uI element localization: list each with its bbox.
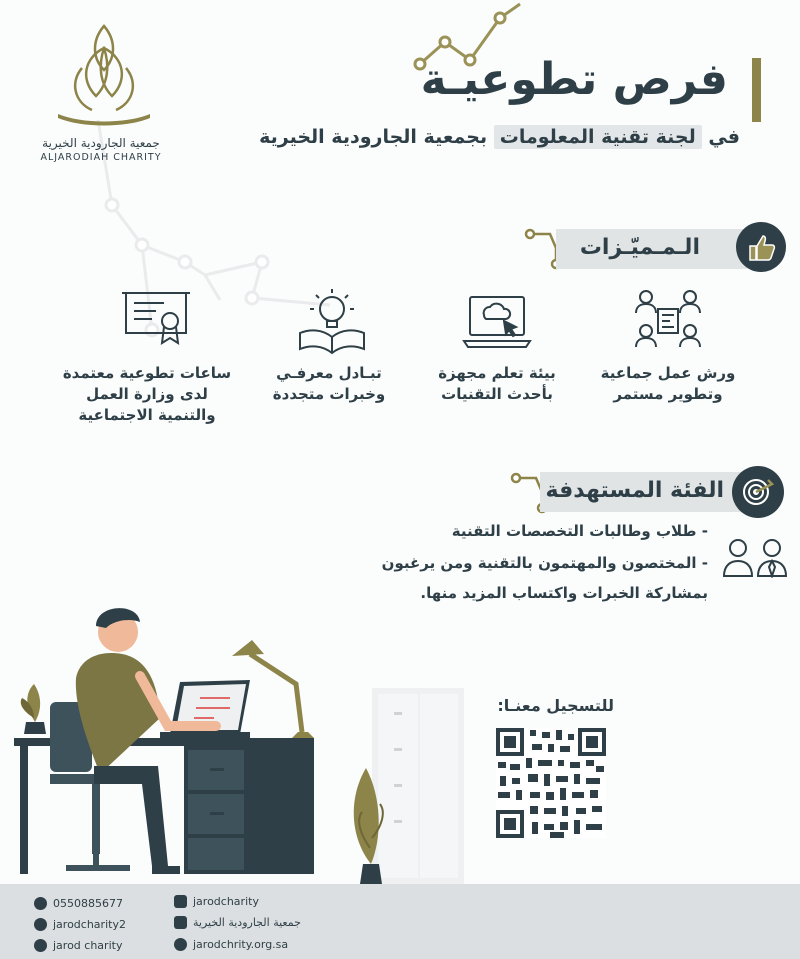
feature-item-hours	[52, 363, 242, 426]
target-line-2: - المختصون والمهتمون بالتقنية ومن يرغبون	[381, 554, 708, 572]
feature-item-environment	[402, 363, 592, 405]
target-line-1: - طلاب وطالبات التخصصات التقنية	[451, 522, 708, 540]
footer-facebook-text: جمعية الجارودية الخيرية	[193, 916, 301, 929]
twitter-icon	[34, 918, 47, 931]
feature-line: وتطوير مستمر	[613, 385, 723, 403]
footer-snapchat-text: jarod charity	[53, 939, 123, 952]
footer-phone-text: 0550885677	[53, 897, 123, 910]
subtitle-prefix: في	[708, 126, 740, 148]
feature-line: ورش عمل جماعية	[600, 364, 736, 382]
page-title: فرص تطوعيـة	[420, 54, 728, 105]
footer-phone[interactable]	[34, 897, 123, 910]
feature-line: والتنمية الاجتماعية	[78, 406, 216, 424]
feature-line: لدى وزارة العمل	[86, 385, 208, 403]
feature-line: وخبرات متجددة	[272, 385, 386, 403]
qr-code-icon[interactable]	[496, 728, 606, 838]
globe-icon	[174, 938, 187, 951]
footer-facebook[interactable]	[174, 916, 301, 929]
page-subtitle	[259, 126, 740, 148]
book-lightbulb-icon	[296, 287, 368, 357]
charity-logo-icon	[52, 18, 156, 130]
target-line-3: بمشاركة الخبرات واكتساب المزيد منها.	[420, 584, 708, 602]
subtitle-suffix: بجمعية الجارودية الخيرية	[259, 126, 488, 148]
feature-line: تبـادل معرفـي	[276, 364, 382, 382]
facebook-icon	[174, 916, 187, 929]
certificate-icon	[120, 287, 192, 357]
feature-item-workshops	[573, 363, 763, 405]
thumbs-up-icon	[736, 222, 786, 272]
footer-website-text: jarodchrity.org.sa	[193, 938, 289, 951]
laptop-cloud-icon	[462, 287, 532, 357]
instagram-icon	[174, 895, 187, 908]
footer-twitter[interactable]	[34, 918, 126, 931]
desk-illustration	[10, 598, 480, 888]
people-icon	[720, 536, 790, 578]
features-heading: الـمـميّـزات	[579, 235, 700, 260]
logo-name-arabic: جمعية الجارودية الخيرية	[42, 136, 160, 150]
logo-name-english: ALJARODIAH CHARITY	[40, 152, 162, 163]
feature-item-knowledge	[234, 363, 424, 405]
footer-instagram-text: jarodcharity	[193, 895, 259, 908]
target-heading: الفئة المستهدفة	[545, 478, 724, 503]
footer-instagram[interactable]	[174, 895, 259, 908]
snapchat-icon	[34, 939, 47, 952]
footer-snapchat[interactable]	[34, 939, 122, 952]
feature-line: ساعات تطوعية معتمدة	[62, 364, 232, 382]
target-arrow-icon	[732, 466, 784, 518]
footer-twitter-text: jarodcharity2	[53, 918, 126, 931]
register-label: للتسجيل معنـا:	[497, 696, 614, 715]
footer-website[interactable]	[174, 938, 288, 951]
title-accent-bar	[752, 58, 761, 122]
team-workshop-icon	[632, 287, 704, 357]
feature-line: بأحدث التقنيات	[441, 385, 553, 403]
subtitle-highlight: لجنة تقنية المعلومات	[494, 125, 702, 149]
whatsapp-icon	[34, 897, 47, 910]
feature-line: بيئة تعلم مجهزة	[438, 364, 556, 382]
